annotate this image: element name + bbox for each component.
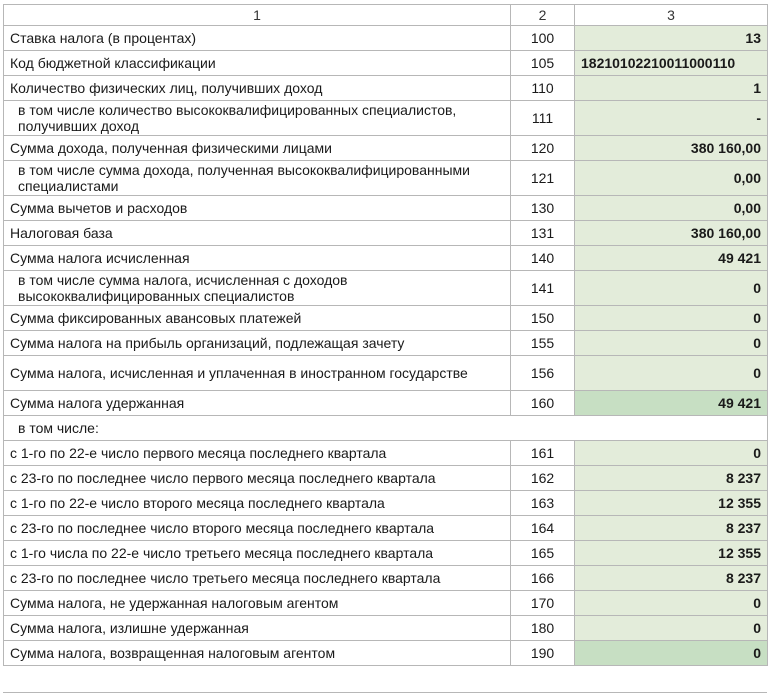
- row-value[interactable]: 12 355: [575, 491, 768, 516]
- row-value[interactable]: 0: [575, 441, 768, 466]
- table-row: [4, 641, 768, 666]
- row-code: 156: [511, 356, 575, 391]
- table-row: [4, 416, 768, 441]
- row-code: 121: [511, 161, 575, 196]
- row-code: 131: [511, 221, 575, 246]
- table-bottom-border: [3, 692, 767, 693]
- table-row: [4, 76, 768, 101]
- row-label: Код бюджетной классификации: [4, 51, 511, 76]
- row-value[interactable]: 0: [575, 641, 768, 666]
- table-row: [4, 591, 768, 616]
- tax-report-table: [3, 4, 768, 666]
- row-value[interactable]: 380 160,00: [575, 221, 768, 246]
- row-value[interactable]: 13: [575, 26, 768, 51]
- row-label: Сумма налога удержанная: [4, 391, 511, 416]
- column-number-2: 2: [511, 5, 575, 26]
- row-value[interactable]: 18210102210011000110: [575, 51, 768, 76]
- row-label: с 1-го по 22-е число первого месяца последнего квартала: [4, 441, 511, 466]
- row-label: Сумма фиксированных авансовых платежей: [4, 306, 511, 331]
- table-row: [4, 331, 768, 356]
- row-value[interactable]: 0: [575, 591, 768, 616]
- table-row: [4, 196, 768, 221]
- table-row: [4, 271, 768, 306]
- row-code: 150: [511, 306, 575, 331]
- table-row: [4, 491, 768, 516]
- table-row: [4, 391, 768, 416]
- row-code: 163: [511, 491, 575, 516]
- row-label: с 23-го по последнее число первого месяца последнего квартала: [4, 466, 511, 491]
- row-label: Сумма налога, исчисленная и уплаченная в иностранном государстве: [4, 356, 511, 391]
- table-row: [4, 566, 768, 591]
- row-label: Сумма налога на прибыль организаций, подлежащая зачету: [4, 331, 511, 356]
- row-label: с 1-го числа по 22-е число третьего месяца последнего квартала: [4, 541, 511, 566]
- row-code: 120: [511, 136, 575, 161]
- table-row: [4, 441, 768, 466]
- row-value[interactable]: 0: [575, 356, 768, 391]
- row-code: 130: [511, 196, 575, 221]
- row-value[interactable]: 0: [575, 616, 768, 641]
- row-label: Ставка налога (в процентах): [4, 26, 511, 51]
- table-row: [4, 136, 768, 161]
- row-value[interactable]: 8 237: [575, 516, 768, 541]
- row-value[interactable]: 0: [575, 331, 768, 356]
- row-code: 141: [511, 271, 575, 306]
- row-code: 180: [511, 616, 575, 641]
- row-label: Сумма налога, не удержанная налоговым агентом: [4, 591, 511, 616]
- table-row: [4, 161, 768, 196]
- row-code: 161: [511, 441, 575, 466]
- row-label: Сумма налога, возвращенная налоговым агентом: [4, 641, 511, 666]
- row-label: Налоговая база: [4, 221, 511, 246]
- table-row: [4, 466, 768, 491]
- row-label: Сумма дохода, полученная физическими лицами: [4, 136, 511, 161]
- row-code: 170: [511, 591, 575, 616]
- table-row: [4, 541, 768, 566]
- table-row: [4, 246, 768, 271]
- row-code: 105: [511, 51, 575, 76]
- row-label: Сумма налога, излишне удержанная: [4, 616, 511, 641]
- row-label: в том числе:: [4, 416, 768, 441]
- row-code: 164: [511, 516, 575, 541]
- table-row: [4, 306, 768, 331]
- row-label: в том числе сумма дохода, полученная высококвалифицированными специалистами: [4, 161, 511, 196]
- row-code: 100: [511, 26, 575, 51]
- row-value[interactable]: 0,00: [575, 196, 768, 221]
- row-label: в том числе количество высококвалифицированных специалистов, получивших доход: [4, 101, 511, 136]
- row-code: 162: [511, 466, 575, 491]
- row-code: 190: [511, 641, 575, 666]
- column-number-1: 1: [4, 5, 511, 26]
- row-value[interactable]: 0: [575, 306, 768, 331]
- row-code: 155: [511, 331, 575, 356]
- row-value[interactable]: 8 237: [575, 566, 768, 591]
- table-row: [4, 516, 768, 541]
- table-row: [4, 221, 768, 246]
- row-label: Сумма налога исчисленная: [4, 246, 511, 271]
- row-code: 140: [511, 246, 575, 271]
- table-row: [4, 26, 768, 51]
- row-label: в том числе сумма налога, исчисленная с доходов высококвалифицированных специалистов: [4, 271, 511, 306]
- row-code: 165: [511, 541, 575, 566]
- row-code: 166: [511, 566, 575, 591]
- row-value[interactable]: -: [575, 101, 768, 136]
- table-row: [4, 356, 768, 391]
- row-value[interactable]: 8 237: [575, 466, 768, 491]
- row-code: 111: [511, 101, 575, 136]
- row-value[interactable]: 12 355: [575, 541, 768, 566]
- row-label: Сумма вычетов и расходов: [4, 196, 511, 221]
- row-value[interactable]: 380 160,00: [575, 136, 768, 161]
- column-number-3: 3: [575, 5, 768, 26]
- row-label: с 23-го по последнее число третьего месяца последнего квартала: [4, 566, 511, 591]
- table-row: [4, 616, 768, 641]
- row-value[interactable]: 0,00: [575, 161, 768, 196]
- row-value[interactable]: 0: [575, 271, 768, 306]
- table-row: [4, 51, 768, 76]
- row-label: с 1-го по 22-е число второго месяца последнего квартала: [4, 491, 511, 516]
- table-row: [4, 101, 768, 136]
- row-value[interactable]: 49 421: [575, 246, 768, 271]
- column-number-row: [4, 5, 768, 26]
- row-label: с 23-го по последнее число второго месяца последнего квартала: [4, 516, 511, 541]
- row-value[interactable]: 1: [575, 76, 768, 101]
- row-label: Количество физических лиц, получивших доход: [4, 76, 511, 101]
- row-code: 110: [511, 76, 575, 101]
- row-code: 160: [511, 391, 575, 416]
- row-value[interactable]: 49 421: [575, 391, 768, 416]
